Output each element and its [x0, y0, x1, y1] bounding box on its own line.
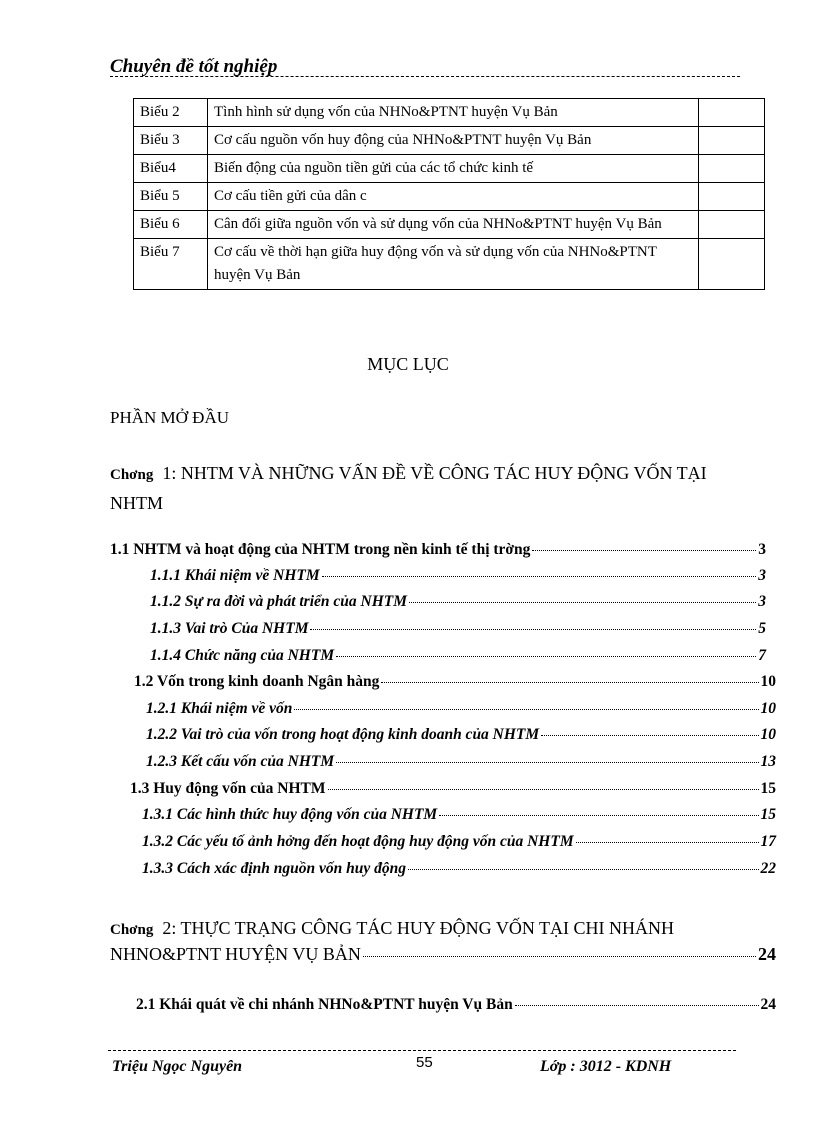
figure-list-table — [133, 98, 765, 290]
toc-entry-1-3-3[interactable]: 1.3.3 Cách xác định nguồn vốn huy động 22 — [142, 860, 776, 877]
chapter-1-heading — [110, 459, 750, 517]
dot-leader — [439, 815, 758, 816]
dot-leader — [576, 842, 759, 843]
toc-title: MỤC LỤC — [367, 354, 449, 374]
dot-leader — [336, 656, 756, 657]
dot-leader — [310, 629, 756, 630]
table-row: Biểu4 Biến động của nguồn tiền gửi của các tổ chức kinh tế — [134, 155, 765, 183]
toc-entry-1-2-1[interactable]: 1.2.1 Khái niệm về vốn 10 — [146, 700, 776, 717]
toc-entry-1-3-2[interactable]: 1.3.2 Các yếu tố ảnh hởng đến hoạt động huy động vốn của NHTM 17 — [142, 833, 776, 850]
toc-entry-1-3-1[interactable]: 1.3.1 Các hình thức huy động vốn của NHTM 15 — [142, 806, 776, 823]
footer-class: Lớp : 3012 - KDNH — [540, 1058, 672, 1075]
chapter-label: Chơng — [110, 922, 154, 938]
toc-entry-1-1-3[interactable]: 1.1.3 Vai trò Của NHTM 5 — [150, 620, 766, 637]
toc-entry-1-2-3[interactable]: 1.2.3 Kết cấu vốn của NHTM 13 — [146, 753, 776, 770]
toc-entry-1-3[interactable]: 1.3 Huy động vốn của NHTM 15 — [130, 780, 776, 797]
dot-leader — [294, 709, 758, 710]
toc-entry-1-2[interactable]: 1.2 Vốn trong kinh doanh Ngân hàng 10 — [134, 673, 776, 690]
footer-page-number: 55 — [416, 1054, 433, 1071]
toc-entry-1-1-4[interactable]: 1.1.4 Chức năng của NHTM 7 — [150, 647, 766, 664]
chapter-2-heading — [110, 914, 750, 944]
dot-leader — [409, 602, 756, 603]
toc-entry-1-2-2[interactable]: 1.2.2 Vai trò của vốn trong hoạt động kinh doanh của NHTM 10 — [146, 726, 776, 743]
dot-leader — [381, 682, 758, 683]
dot-leader — [363, 956, 756, 957]
chapter-number: 1 — [162, 463, 172, 483]
table-row: Biểu 7 Cơ cấu về thời hạn giữa huy động vốn và sử dụng vốn của NHNo&PTNT huyện Vụ Bản — [134, 239, 765, 290]
chapter-number: 2 — [162, 918, 172, 938]
table-row: Biểu 2 Tình hình sử dụng vốn của NHNo&PTNT huyện Vụ Bản — [134, 99, 765, 127]
toc-entry-1-1[interactable]: 1.1 NHTM và hoạt động của NHTM trong nền kinh tế thị trờng 3 — [110, 541, 766, 558]
page-header-title: Chuyên đề tốt nghiệp — [110, 56, 278, 77]
dot-leader — [322, 576, 757, 577]
toc-entry-chapter-2[interactable]: NHNO&PTNT HUYỆN VỤ BẢN 24 — [110, 944, 776, 964]
toc-entry-1-1-1[interactable]: 1.1.1 Khái niệm về NHTM 3 — [150, 567, 766, 584]
chapter-label: Chơng — [110, 467, 154, 483]
footer-author: Triệu Ngọc Nguyên — [112, 1058, 243, 1075]
dot-leader — [328, 789, 759, 790]
dot-leader — [515, 1005, 759, 1006]
header-divider — [110, 76, 740, 77]
intro-heading: PHẦN MỞ ĐẦU — [110, 408, 230, 427]
table-row: Biểu 3 Cơ cấu nguồn vốn huy động của NHNo&PTNT huyện Vụ Bản — [134, 127, 765, 155]
footer-divider — [108, 1050, 736, 1051]
dot-leader — [408, 869, 759, 870]
table-row: Biểu 6 Cân đối giữa nguồn vốn và sử dụng vốn của NHNo&PTNT huyện Vụ Bản — [134, 211, 765, 239]
chapter-title: : NHTM VÀ NHỮNG VẤN ĐỀ VỀ CÔNG TÁC HUY ĐỘNG VỐN TẠI NHTM — [110, 463, 707, 513]
dot-leader — [532, 550, 756, 551]
dot-leader — [336, 762, 758, 763]
toc-entry-1-1-2[interactable]: 1.1.2 Sự ra đời và phát triển của NHTM 3 — [150, 593, 766, 610]
toc-entry-2-1[interactable]: 2.1 Khái quát về chi nhánh NHNo&PTNT huyện Vụ Bản 24 — [136, 996, 776, 1013]
table-row: Biểu 5 Cơ cấu tiền gửi của dân c — [134, 183, 765, 211]
chapter-title: : THỰC TRẠNG CÔNG TÁC HUY ĐỘNG VỐN TẠI CHI NHÁNH — [171, 918, 674, 938]
dot-leader — [541, 735, 758, 736]
